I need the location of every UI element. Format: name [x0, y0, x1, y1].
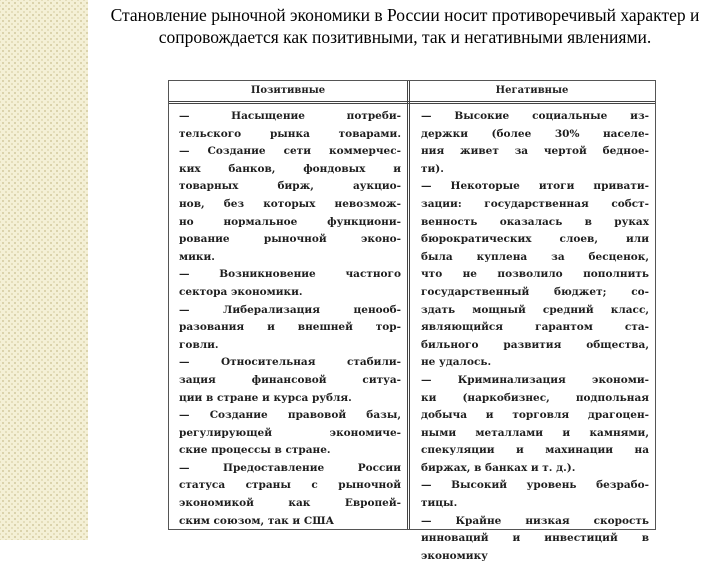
text-line: статуса страны с рыночной [179, 479, 401, 492]
text-line: бюрократических слоев, или [421, 233, 649, 246]
decorative-side-pattern [0, 0, 88, 540]
text-line: что не позволило пополнить [421, 268, 649, 281]
text-line: разования и внешней тор- [179, 321, 401, 334]
text-line: нов, без которых невозмож- [179, 197, 401, 210]
text-line: говли. [179, 338, 219, 351]
text-line: — Высокие социальные из- [421, 110, 649, 122]
text-line: регулирующей экономиче- [179, 426, 401, 439]
text-line: не удалось. [421, 356, 492, 369]
text-line: — Относительная стабили- [179, 356, 401, 369]
text-line: венность оказалась в руках [421, 215, 649, 228]
text-line: — Предоставление России [179, 461, 401, 474]
text-line: являющийся гарантом ста- [421, 321, 649, 334]
text-line: — Некоторые итоги привати- [421, 180, 649, 193]
text-line: ские процессы в стране. [179, 444, 331, 457]
text-line: — Высокий уровень безрабо- [421, 479, 649, 492]
text-line: рование рыночной эконо- [179, 233, 401, 246]
text-line: — Либерализация ценооб- [179, 303, 401, 316]
header-rule [169, 101, 655, 104]
text-line: сектора экономики. [179, 285, 303, 298]
text-line: инноваций и инвестиций в [421, 532, 649, 545]
negative-column-text [421, 108, 649, 565]
text-line: тицы. [421, 497, 458, 510]
text-line: ными металлами и камнями, [421, 426, 649, 439]
text-line: бильного развития общества, [421, 338, 649, 351]
text-line: мики. [179, 250, 215, 263]
text-line: ским союзом, так и США [179, 514, 335, 527]
text-line: — Криминализация экономи- [421, 373, 649, 386]
text-line: зации: государственная собст- [421, 197, 649, 210]
text-line: — Создание сети коммерчес- [179, 145, 401, 158]
text-line: — Создание правовой базы, [179, 409, 401, 422]
text-line: — Насыщение потреби- [179, 110, 401, 122]
positive-column-text [179, 108, 401, 530]
text-line: спекуляции и махинации на [421, 444, 649, 457]
text-line: — Крайне низкая скорость [421, 514, 649, 527]
text-line: ких банков, фондовых и [179, 162, 401, 175]
text-line: добыча и торговля драгоцен- [421, 409, 649, 422]
text-line: тельского рынка товарами. [179, 127, 401, 140]
text-line: экономикой как Европей- [179, 497, 401, 510]
text-line: ния живет за чертой бедное- [421, 145, 649, 158]
text-line: государственный бюджет; со- [421, 285, 649, 298]
slide-title: Становление рыночной экономики в России носит противоречивый характер и сопровождается как позитивными, так и негативными явлениями. [110, 5, 700, 47]
text-line: зация финансовой ситуа- [179, 373, 401, 386]
text-line: биржах, в банках и т. д.). [421, 461, 576, 474]
text-line: товарных бирж, аукцио- [179, 180, 401, 193]
text-line: была куплена за бесценок, [421, 250, 649, 263]
text-line: экономику [421, 549, 488, 562]
text-line: ции в стране и курса рубля. [179, 391, 352, 404]
comparison-table [168, 80, 656, 562]
negative-column-header: Негативные [495, 85, 569, 96]
text-line: ки (наркобизнес, подпольная [421, 391, 649, 404]
text-line: ти). [421, 162, 444, 175]
text-line: но нормальное функциони- [179, 215, 401, 228]
text-line: здать мощный средний класс, [421, 303, 649, 316]
column-divider [407, 81, 410, 529]
text-line: — Возникновение частного [179, 268, 401, 281]
positive-column-header: Позитивные [250, 85, 326, 96]
text-line: держки (более 30% населе- [421, 127, 649, 140]
